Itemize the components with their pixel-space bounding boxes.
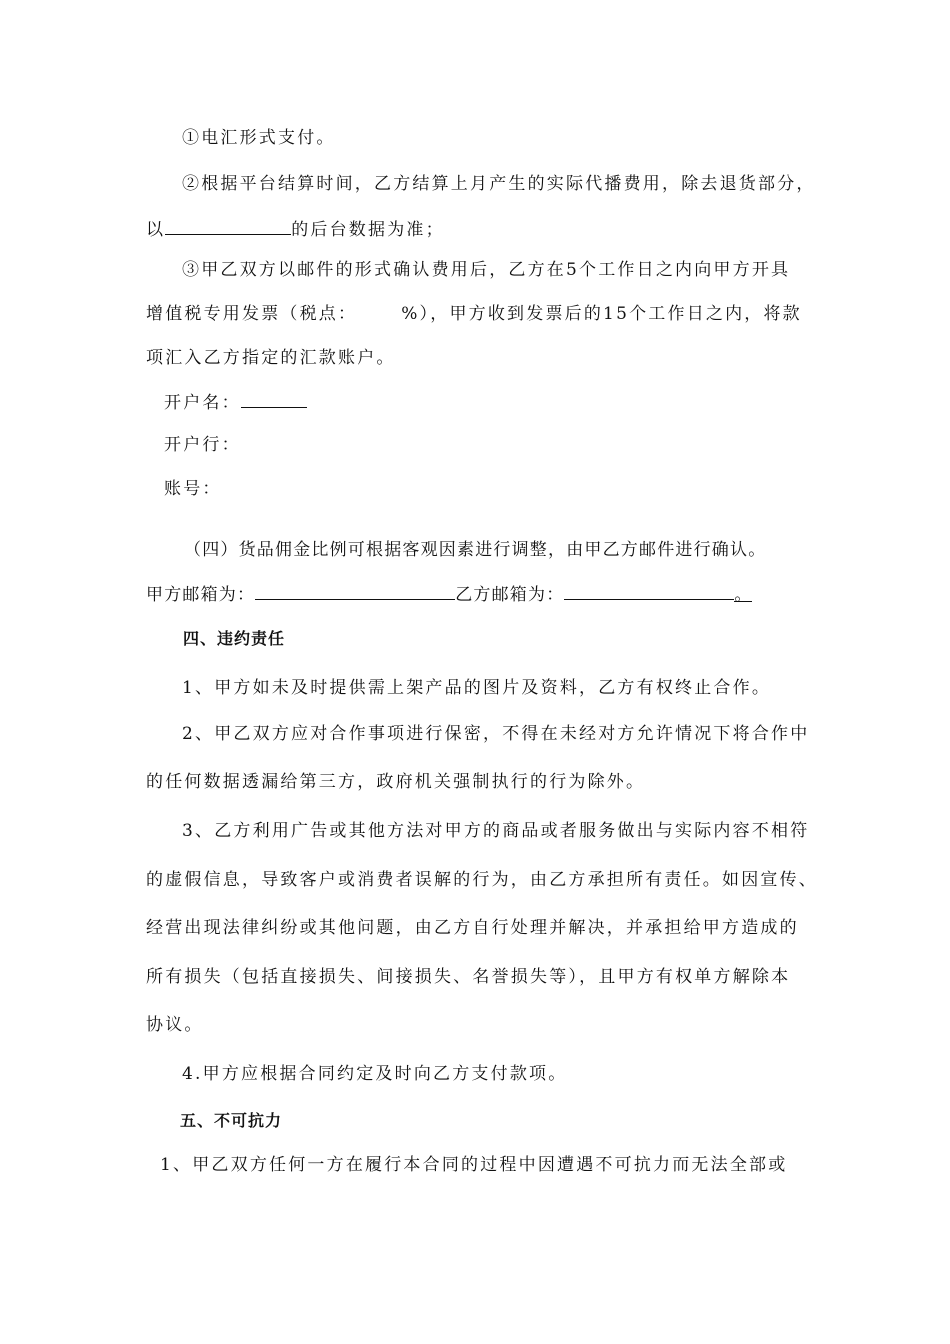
account-name-field[interactable] [241, 389, 307, 408]
email-end-mark: 。 [734, 585, 753, 605]
section-4-item-3-line-2: 的虚假信息，导致客户或消费者误解的行为，由乙方承担所有责任。如因宣传、 [146, 870, 818, 890]
account-number-label: 账号： [164, 479, 222, 499]
payment-item-2-line-2 [146, 216, 445, 242]
account-name-row [164, 389, 307, 415]
party-b-email-label: 乙方邮箱为： [455, 585, 565, 605]
section-4-item-2-line-2: 的任何数据透漏给第三方，政府机关强制执行的行为除外。 [146, 772, 646, 792]
payment-item-2-prefix: 以 [146, 220, 166, 240]
payment-item-2-line-1: ②根据平台结算时间，乙方结算上月产生的实际代播费用，除去退货部分， [182, 174, 816, 194]
tax-rate-suffix: %），甲方收到发票后的15个工作日之内，将款 [401, 304, 802, 324]
section-4-item-4: 4.甲方应根据合同约定及时向乙方支付款项。 [182, 1064, 568, 1084]
payment-item-3-line-2 [146, 302, 802, 326]
section-4-item-3-line-5: 协议。 [146, 1015, 204, 1035]
commission-line-1: （四）货品佣金比例可根据客观因素进行调整，由甲乙方邮件进行确认。 [184, 540, 767, 560]
section-4-item-3-line-4: 所有损失（包括直接损失、间接损失、名誉损失等），且甲方有权单方解除本 [146, 967, 791, 987]
tax-rate-label: 增值税专用发票（税点： [146, 304, 358, 324]
section-5-item-1-line-1: 1、甲乙双方任何一方在履行本合同的过程中因遭遇不可抗力而无法全部或 [160, 1155, 788, 1175]
section-4-item-2-line-1: 2、甲乙双方应对合作事项进行保密，不得在未经对方允许情况下将合作中 [182, 724, 810, 744]
section-5-heading: 五、不可抗力 [180, 1111, 283, 1130]
payment-item-3-line-3: 项汇入乙方指定的汇款账户。 [146, 348, 396, 368]
party-b-email-field[interactable] [564, 581, 734, 600]
section-4-item-1: 1、甲方如未及时提供需上架产品的图片及资料，乙方有权终止合作。 [182, 678, 772, 698]
payment-item-3-line-1: ③甲乙双方以邮件的形式确认费用后，乙方在5个工作日之内向甲方开具 [182, 260, 791, 280]
section-4-item-3-line-3: 经营出现法律纠纷或其他问题，由乙方自行处理并解决，并承担给甲方造成的 [146, 918, 799, 938]
email-row [146, 581, 752, 607]
account-name-label: 开户名： [164, 393, 241, 413]
party-a-email-field[interactable] [255, 581, 455, 600]
party-a-email-label: 甲方邮箱为： [146, 585, 256, 605]
platform-blank-field[interactable] [165, 216, 291, 235]
payment-item-2-suffix: 的后台数据为准； [291, 220, 445, 240]
account-bank-label: 开户行： [164, 435, 241, 455]
section-4-item-3-line-1: 3、乙方利用广告或其他方法对甲方的商品或者服务做出与实际内容不相符 [182, 821, 810, 841]
section-4-heading: 四、违约责任 [183, 629, 286, 648]
payment-item-1: ①电汇形式支付。 [182, 128, 336, 148]
